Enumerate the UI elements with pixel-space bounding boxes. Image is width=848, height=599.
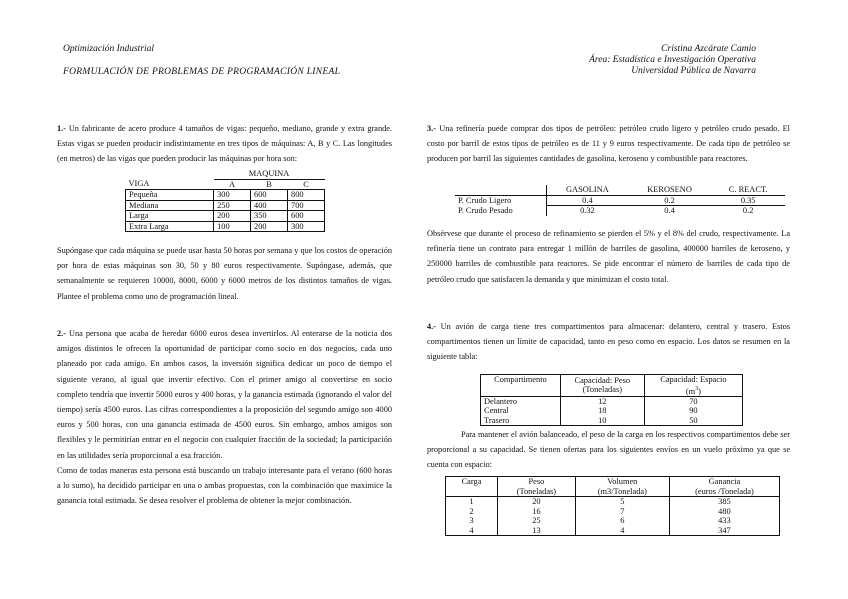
author-university: Universidad Pública de Navarra bbox=[631, 66, 756, 76]
cell: 350 bbox=[251, 211, 288, 222]
cell: 600 bbox=[288, 211, 325, 222]
problem-1-intro bbox=[57, 121, 392, 167]
col-header-gasoline: GASOLINA bbox=[547, 185, 628, 195]
cell: 300 bbox=[288, 221, 325, 232]
cell: 433 bbox=[669, 516, 779, 526]
weight-header: Peso (Toneladas) bbox=[498, 477, 576, 497]
problem-1-text: Un fabricante de acero produce 4 tamaños de vigas: pequeño, mediano, grande y extra grande. Estas vigas se pueden producir indistintamente en tres tipos de máquinas: A, B y C. Las longitudes (en metros) de las vigas que pueden producir las máquinas por hora son: bbox=[57, 124, 393, 164]
table-row bbox=[446, 526, 780, 536]
cell: 0.2 bbox=[742, 206, 754, 215]
table-row bbox=[446, 516, 780, 526]
problem-3-conditions: Obsérvese que durante el proceso de refinamiento se pierden el 5% y el 8% del crudo, respectivamente. La refinería tiene un contrato para entregar 1 millón de barriles de gasolina, 400000 barriles de keroseno, y 250000 barriles de combustible para reactores. Se pide encontrar el número de barriles de cada tipo de petróleo crudo que satisfacen la demanda y que minimizan el costo total. bbox=[427, 229, 790, 284]
row-label: P. Crudo Pesado bbox=[455, 206, 547, 216]
table-row bbox=[126, 190, 325, 201]
compartment-table bbox=[480, 374, 743, 426]
problem-4-text: Un avión de carga tiene tres compartimentos para almacenar: delantero, central y trasero. Estos compartimentos tienen un límite de capacidad, tanto en peso como en espacio. Los datos se resumen en la siguiente tabla: bbox=[427, 322, 791, 362]
row-label: Extra Larga bbox=[126, 221, 214, 232]
crude-yield-table bbox=[455, 185, 785, 216]
cell: 0.4 bbox=[664, 206, 675, 215]
table-row bbox=[126, 200, 325, 211]
cell: 200 bbox=[214, 211, 251, 222]
cell: 400 bbox=[251, 200, 288, 211]
row-label: P. Crudo Ligero bbox=[455, 195, 547, 206]
cell: 12 bbox=[560, 396, 644, 406]
table-row bbox=[126, 221, 325, 232]
cell: 300 bbox=[214, 190, 251, 201]
table-row bbox=[481, 406, 743, 416]
cell: 5 bbox=[575, 497, 669, 507]
problem-4-number: 4.- bbox=[427, 322, 436, 331]
problem-1 bbox=[57, 121, 392, 167]
cell: 250 bbox=[214, 200, 251, 211]
cell: 0.32 bbox=[580, 206, 595, 215]
cell: 600 bbox=[251, 190, 288, 201]
document-title: FORMULACIÓN DE PROBLEMAS DE PROGRAMACIÓN LINEAL bbox=[63, 67, 341, 77]
problem-4-conditions: Para mantener el avión balanceado, el peso de la carga en los respectivos compartimentos debe ser proporcional a su capacidad. Se tienen ofertas para los siguientes envíos en un vuelo próximo ya que se cuenta con espacio: bbox=[427, 430, 790, 470]
problem-3-text: Una refinería puede comprar dos tipos de petróleo: petróleo crudo ligero y petróleo crudo pesado. El costo por barril de estos tipos de petróleo es de 11 y 9 euros respectivamente. De cada tipo de petróleo se producen por barril las siguientes cantidades de gasolina, keroseno y combustible para reactores. bbox=[427, 124, 790, 164]
cell: 25 bbox=[498, 516, 576, 526]
problem-3 bbox=[427, 121, 790, 167]
author-area: Área: Estadística e Investigación Operativa bbox=[589, 55, 756, 65]
cell: 200 bbox=[251, 221, 288, 232]
problem-2-conditions: Como de todas maneras esta persona está buscando un trabajo interesante para el verano (600 horas a lo sumo), ha decidido participar en una o ambas propuestas, con la combinación que maximice la ganancia total estimada. Se desea resolver el problema de obtener la mejor combinación. bbox=[57, 465, 392, 506]
cell: 3 bbox=[446, 516, 498, 526]
machine-group-header: MAQUINA bbox=[214, 169, 325, 179]
cell: 90 bbox=[644, 406, 742, 416]
problem-3-intro bbox=[427, 121, 790, 167]
cell: 7 bbox=[575, 507, 669, 517]
beam-machine-table bbox=[125, 169, 325, 232]
cell: 4 bbox=[446, 526, 498, 536]
problem-2 bbox=[57, 326, 392, 508]
cell: 10 bbox=[560, 416, 644, 426]
problem-4-intro bbox=[427, 319, 790, 365]
row-label: Trasero bbox=[481, 416, 561, 426]
col-header-c: C bbox=[288, 179, 325, 190]
problem-4 bbox=[427, 319, 790, 365]
cell: 16 bbox=[498, 507, 576, 517]
course-title: Optimización Industrial bbox=[63, 44, 155, 54]
capacity-weight-header: Capacidad: Peso (Toneladas) bbox=[560, 375, 644, 397]
cell: 20 bbox=[498, 497, 576, 507]
problem-1-conditions: Supóngase que cada máquina se puede usar hasta 50 horas por semana y que los costos de operación por hora de estas máquinas son 30, 50 y 80 euros respectivamente. Supóngase, además, que semanalmente se requieren 10000, 8000, 6000 y 6000 metros de los distintos tamaños de vigas. Plantee el problema como uno de programación lineal. bbox=[57, 246, 392, 301]
profit-header: Ganancia (euros /Tonelada) bbox=[669, 477, 779, 497]
author-name: Cristina Azcárate Camio bbox=[661, 44, 756, 54]
cell: 347 bbox=[669, 526, 779, 536]
table-row bbox=[446, 497, 780, 507]
problem-2-intro bbox=[57, 326, 392, 463]
cell: 800 bbox=[288, 190, 325, 201]
cell: 70 bbox=[644, 396, 742, 406]
col-header-kerosene: KEROSENO bbox=[628, 185, 712, 195]
table-row bbox=[455, 206, 785, 216]
problem-2-text: Una persona que acaba de heredar 6000 euros desea invertirlos. Al enterarse de la noticia dos amigos distintos le ofrecen la oportunidad de participar como socio en dos negocios, cada uno planeado por cada amigo. En ambos casos, la inversión significa dedicar un poco de tiempo el siguiente verano, al igual que invertir efectivo. Con el primer amigo al convertirse en socio completo tendría que invertir 5000 euros y 400 horas, y la ganancia estimada (ignorando el valor del tiempo) sería 4500 euros. Las cifras correspondientes a la proposición del segundo amigo son 4000 euros y 500 horas, con una ganancia estimada de 4500 euros. Sin embargo, ambos amigos son flexibles y le permitirían entrar en el negocio con cualquier fracción de la sociedad; la participación en las utilidades sería proporcional a esa fracción. bbox=[57, 329, 392, 460]
volume-header: Volumen (m3/Tonelada) bbox=[575, 477, 669, 497]
cell: 50 bbox=[644, 416, 742, 426]
table-row bbox=[455, 195, 785, 206]
cargo-col-header: Carga bbox=[446, 477, 498, 497]
cell: 13 bbox=[498, 526, 576, 536]
cell: 700 bbox=[288, 200, 325, 211]
cell: 0.35 bbox=[711, 195, 785, 206]
compartment-col-header: Compartimento bbox=[481, 375, 561, 397]
cell: 480 bbox=[669, 507, 779, 517]
cargo-offers-table bbox=[445, 476, 780, 536]
beam-col-header: VIGA bbox=[126, 179, 214, 190]
row-label: Pequeña bbox=[126, 190, 214, 201]
row-label: Larga bbox=[126, 211, 214, 222]
cell: 0.2 bbox=[628, 195, 712, 206]
cell: 100 bbox=[214, 221, 251, 232]
cell: 1 bbox=[446, 497, 498, 507]
cell: 385 bbox=[669, 497, 779, 507]
problem-2-number: 2.- bbox=[57, 329, 66, 338]
cell: 0.4 bbox=[547, 195, 628, 206]
table-row bbox=[481, 396, 743, 406]
problem-3-number: 3.- bbox=[427, 124, 436, 133]
cell: 4 bbox=[575, 526, 669, 536]
cell: 6 bbox=[575, 516, 669, 526]
cell: 18 bbox=[560, 406, 644, 416]
col-header-b: B bbox=[251, 179, 288, 190]
col-header-a: A bbox=[214, 179, 251, 190]
cell: 2 bbox=[446, 507, 498, 517]
table-row bbox=[481, 416, 743, 426]
row-label: Mediana bbox=[126, 200, 214, 211]
capacity-space-header: Capacidad: Espacio $(m^3)$ bbox=[644, 375, 742, 397]
table-row bbox=[446, 507, 780, 517]
col-header-jet-fuel: C. REACT. bbox=[711, 185, 785, 195]
problem-1-number: 1.- bbox=[57, 124, 66, 133]
row-label: Delantero bbox=[481, 396, 561, 406]
table-row bbox=[126, 211, 325, 222]
row-label: Central bbox=[481, 406, 561, 416]
